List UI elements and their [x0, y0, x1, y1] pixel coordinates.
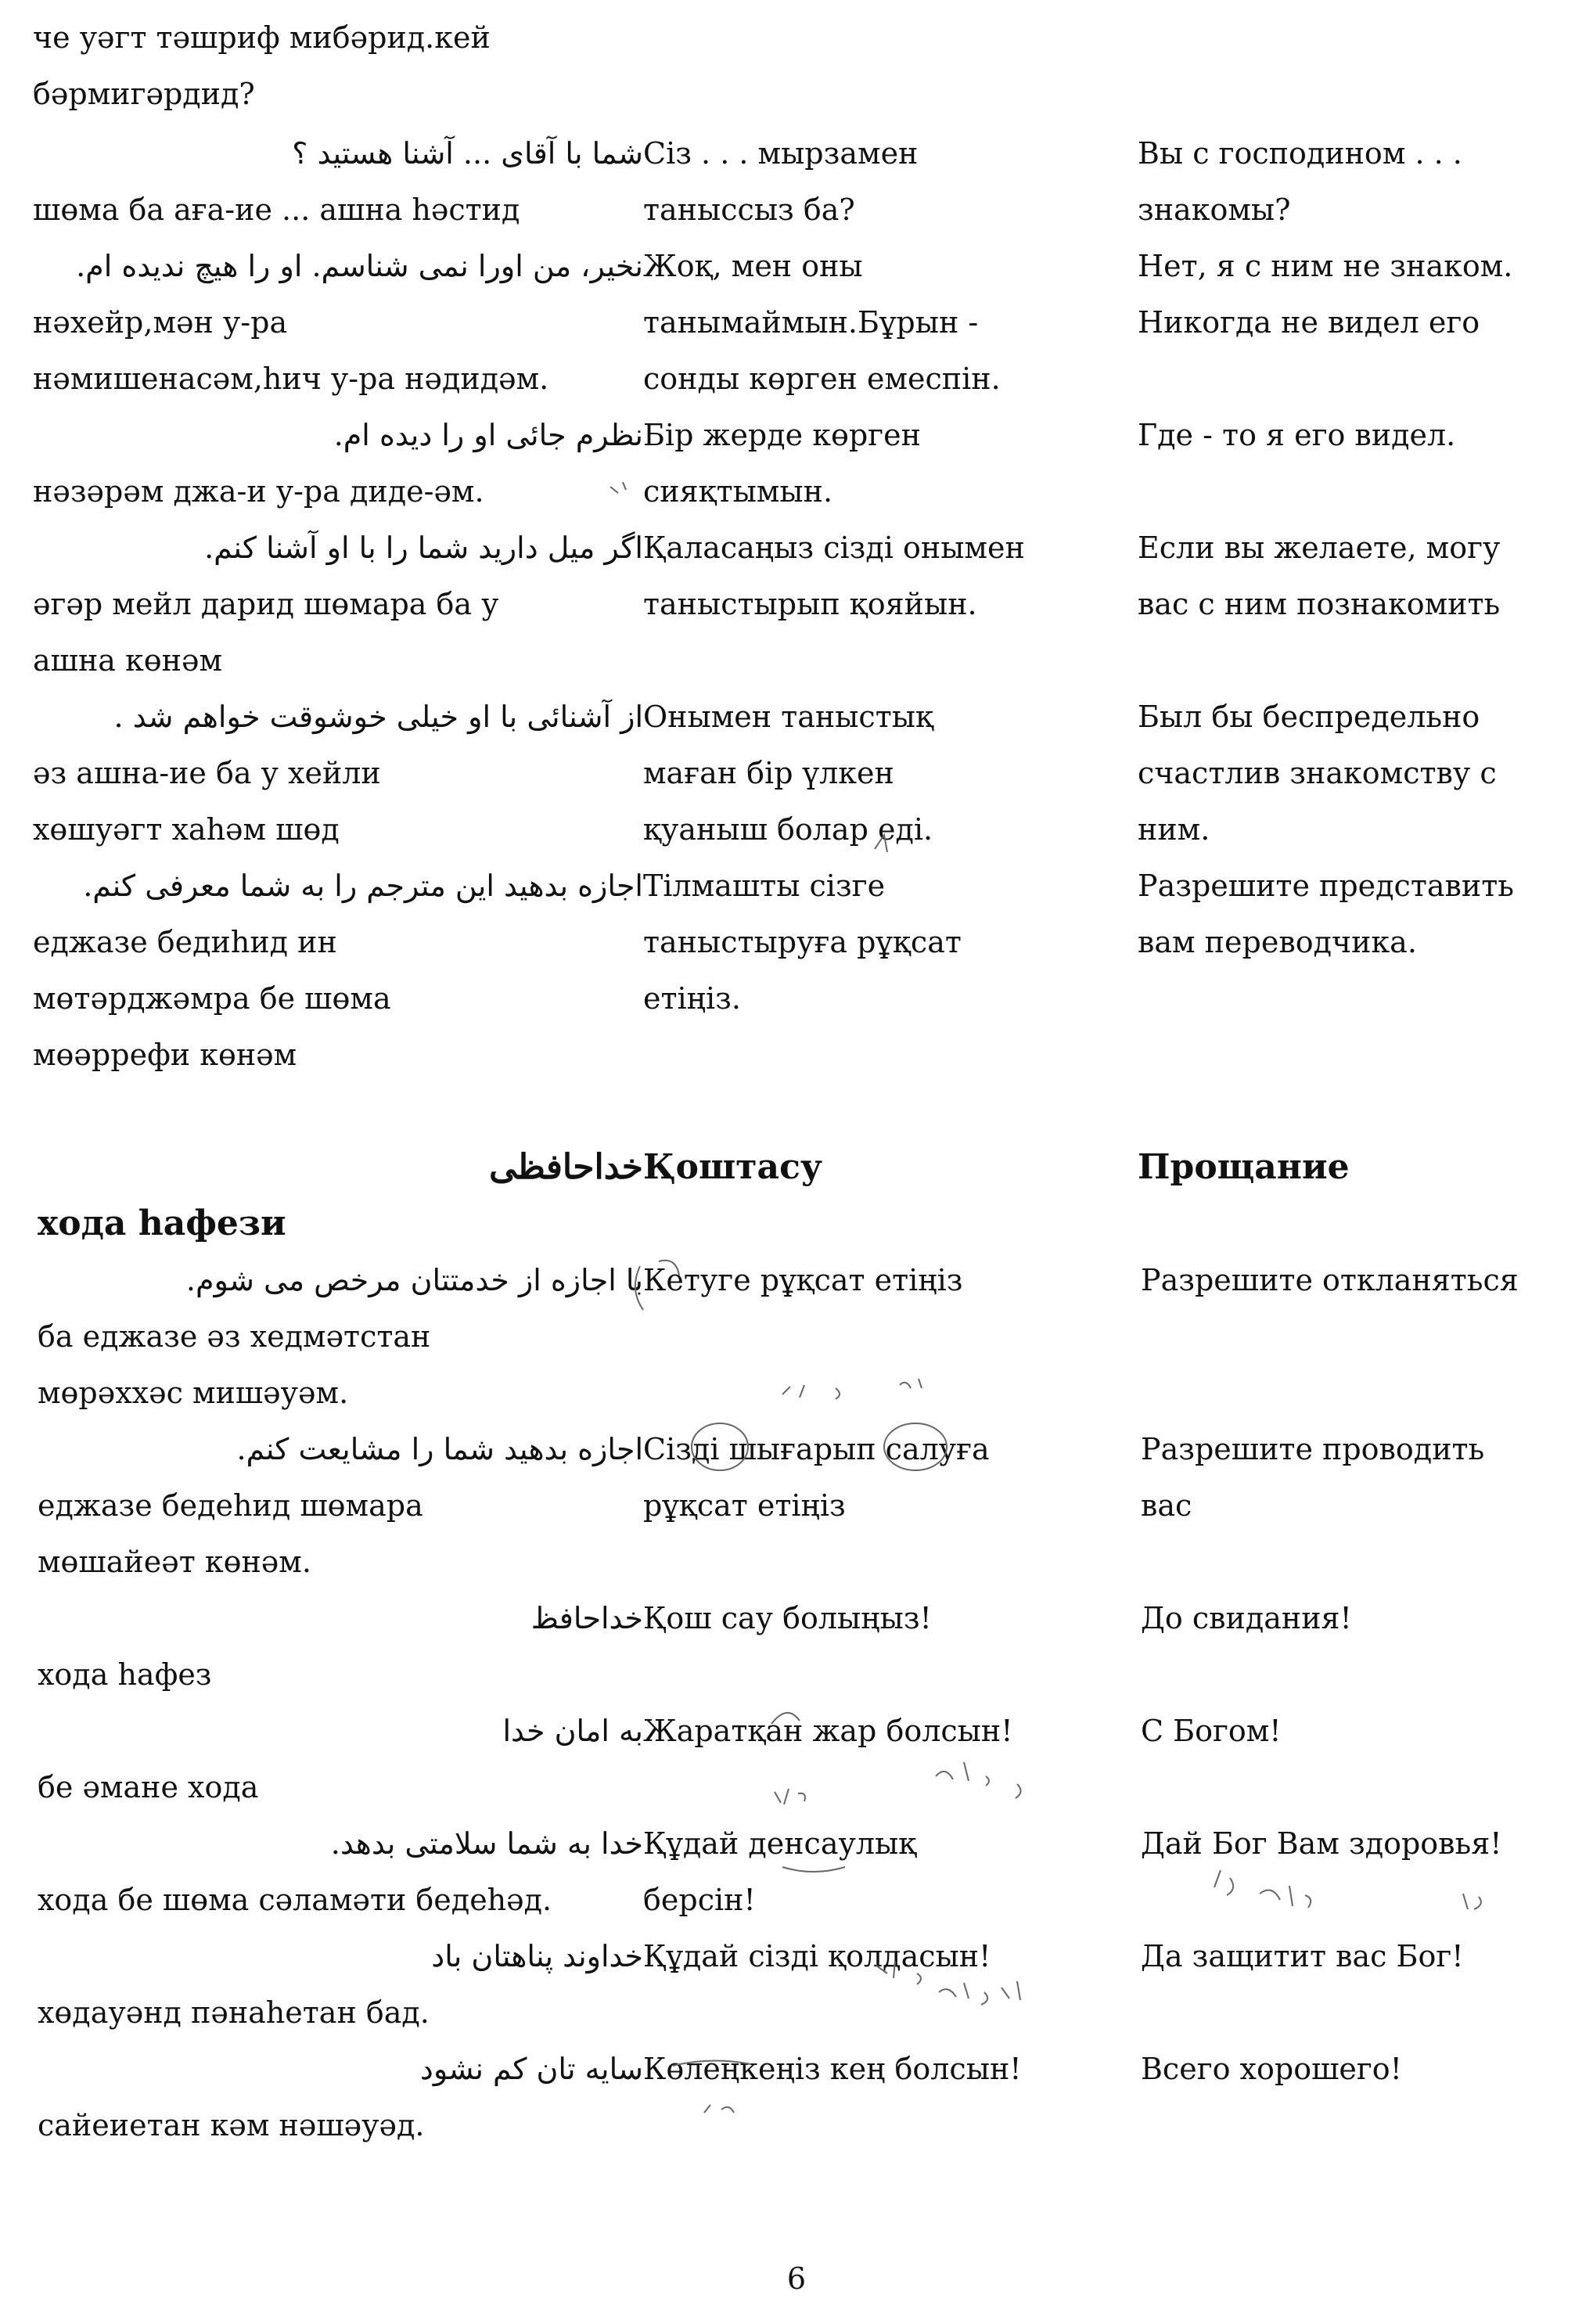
kazakh-line: танымаймын.Бұрын - [643, 305, 979, 340]
kazakh-line: Онымен таныстық [643, 700, 934, 734]
kazakh-line: рұқсат етіңіз [643, 1488, 846, 1523]
russian-line: До свидания! [1141, 1601, 1352, 1635]
russian-line: счастлив знакомству с [1138, 756, 1497, 790]
russian-line: Разрешите представить [1138, 869, 1514, 903]
russian-line: вас [1141, 1488, 1192, 1523]
kazakh-line: Жоқ, мен оны [643, 249, 863, 283]
kazakh-line: таныстырып қояйын. [643, 587, 977, 621]
kazakh-line: етіңіз. [643, 981, 741, 1016]
russian-line: Разрешите откланяться [1141, 1263, 1519, 1297]
pencil-mark [771, 1713, 800, 1724]
page-number: 6 [786, 2261, 807, 2296]
kazakh-line: Бір жерде көрген [643, 418, 921, 452]
translit-line: хөшуәгт хаһәм шөд [33, 812, 340, 847]
pencil-circle [884, 1423, 947, 1470]
translit-line: әз ашна-ие ба у хейли [33, 756, 381, 790]
translit-line: нәмишенасәм,һич у-ра нәдидәм. [33, 362, 549, 396]
persian-phrase: خداوند پناهتان باد [431, 1939, 643, 1973]
russian-line: ним. [1138, 812, 1210, 847]
pencil-mark [1214, 1870, 1233, 1895]
top-translit-line-1: че уәгт тәшриф мибәрид.кей [33, 20, 491, 55]
russian-line: Разрешите проводить [1141, 1432, 1485, 1466]
translit-line: мөшайеәт көнәм. [38, 1545, 311, 1579]
translit-line: мөтәрджәмра бе шөма [33, 981, 391, 1016]
persian-phrase: از آشنائی با او خیلی خوشوقت خواهم شد . [113, 700, 643, 734]
pencil-mark [875, 835, 887, 852]
translit-line: бе әмане хода [38, 1770, 259, 1804]
kazakh-line: Құдай денсаулық [643, 1826, 917, 1861]
kazakh-line: Тілмашты сізге [643, 869, 886, 903]
pencil-underline [673, 2060, 751, 2066]
persian-phrase: سایه تان کم نشود [419, 2052, 643, 2086]
russian-line: вам переводчика. [1138, 925, 1417, 959]
russian-line: Никогда не видел его [1138, 305, 1480, 340]
kazakh-line: сонды көрген емеспін. [643, 362, 1001, 396]
kazakh-line: таныстыруға рұқсат [643, 925, 962, 959]
persian-phrase: اجازه بدهید شما را مشایعت کنم. [236, 1432, 643, 1466]
pencil-mark [610, 482, 626, 493]
section-heading-kazakh: Қоштасу [643, 1147, 823, 1187]
top-translit-line-2: бәрмигәрдид? [33, 77, 255, 111]
persian-phrase: خدا به شما سلامتی بدهد. [330, 1826, 643, 1861]
translit-line: еджазе бедеһид шөмара [38, 1488, 423, 1523]
russian-line: вас с ним познакомить [1138, 587, 1501, 621]
kazakh-line: сияқтымын. [643, 474, 833, 509]
translit-line: әгәр мейл дарид шөмара ба у [33, 587, 499, 621]
pencil-mark [635, 1266, 643, 1310]
kazakh-line: қуаныш болар еді. [643, 812, 933, 847]
kazakh-line: Қаласаңыз сізді онымен [643, 531, 1025, 565]
translit-line: мөрәххәс мишәуәм. [38, 1376, 349, 1410]
translit-line: нәзәрәм джа-и у-ра диде-әм. [33, 474, 484, 509]
russian-line: С Богом! [1141, 1714, 1282, 1748]
kazakh-line: берсін! [643, 1883, 756, 1917]
translit-line: ба еджазе әз хедмәтстан [38, 1319, 431, 1354]
kazakh-line: Сіз . . . мырзамен [643, 136, 919, 171]
pencil-mark [659, 1261, 679, 1275]
persian-phrase: با اجازه از خدمتتان مرخص می شوم. [185, 1263, 643, 1297]
pencil-underline [782, 1867, 845, 1872]
russian-line: Если вы желаете, могу [1138, 531, 1501, 565]
russian-line: знакомы? [1138, 192, 1291, 227]
kazakh-line: таныссыз ба? [643, 192, 855, 227]
section-heading-persian: خداحافظی [489, 1147, 643, 1187]
translit-line: хода һафез [38, 1657, 212, 1692]
translit-line: хөдауәнд пәнаһетан бад. [38, 1995, 430, 2030]
pencil-mark [876, 1961, 921, 1984]
russian-line: Всего хорошего! [1141, 2052, 1402, 2086]
pencil-mark [1016, 1784, 1021, 1798]
kazakh-line: Жаратқан жар болсын! [643, 1714, 1013, 1748]
translit-line: нәхейр,мән у-ра [33, 305, 288, 340]
persian-phrase: نخیر، من اورا نمی شناسم. او را هیچ ندیده ام. [76, 249, 643, 283]
russian-line: Был бы беспредельно [1138, 700, 1480, 734]
russian-line: Вы с господином . . . [1138, 136, 1462, 171]
persian-phrase: نظرم جائی او را دیده ام. [333, 418, 643, 452]
pencil-circle [692, 1423, 748, 1470]
pencil-mark [939, 1983, 987, 2005]
pencil-mark [1260, 1886, 1311, 1908]
kazakh-line: маған бір үлкен [643, 756, 894, 790]
persian-phrase: خداحافظ [530, 1601, 643, 1635]
kazakh-line: Сізді шығарып салуға [643, 1432, 990, 1466]
section-heading-translit: хода һафези [38, 1203, 286, 1243]
pencil-mark [936, 1762, 989, 1786]
kazakh-line: Көлеңкеңіз кең болсын! [643, 2052, 1022, 2086]
russian-line: Где - то я его видел. [1138, 418, 1456, 452]
translit-line: еджазе бедиһид ин [33, 925, 337, 959]
russian-line: Да защитит вас Бог! [1141, 1939, 1464, 1973]
section-heading-russian: Прощание [1138, 1147, 1350, 1187]
russian-line: Нет, я с ним не знаком. [1138, 249, 1513, 283]
pencil-mark [704, 2105, 734, 2113]
russian-line: Дай Бог Вам здоровья! [1141, 1826, 1502, 1861]
translit-line: сайеиетан кәм нәшәуәд. [38, 2108, 425, 2142]
kazakh-line: Қош сау болыңыз! [643, 1601, 932, 1635]
pencil-mark [1463, 1894, 1481, 1909]
persian-phrase: به امان خدا [502, 1714, 643, 1748]
pencil-mark [775, 1789, 805, 1804]
translit-line: ашна көнәм [33, 643, 223, 678]
kazakh-line: Кетуге рұқсат етіңіз [643, 1263, 963, 1297]
translit-line: мөәррефи көнәм [33, 1038, 297, 1072]
persian-phrase: اگر میل دارید شما را با او آشنا کنم. [204, 531, 643, 565]
persian-phrase: شما با آقای ... آشنا هستید ؟ [292, 136, 643, 171]
pencil-mark [900, 1379, 922, 1388]
translit-line: шөма ба аға-ие ... ашна һәстид [33, 192, 520, 227]
pencil-mark [1001, 1981, 1020, 2000]
pencil-mark [782, 1385, 840, 1399]
translit-line: хода бе шөма сәламәти бедеһәд. [38, 1883, 552, 1917]
kazakh-line: Құдай сізді қолдасын! [643, 1939, 991, 1973]
persian-phrase: اجازه بدهید این مترجم را به شما معرفی کنم. [83, 869, 643, 903]
